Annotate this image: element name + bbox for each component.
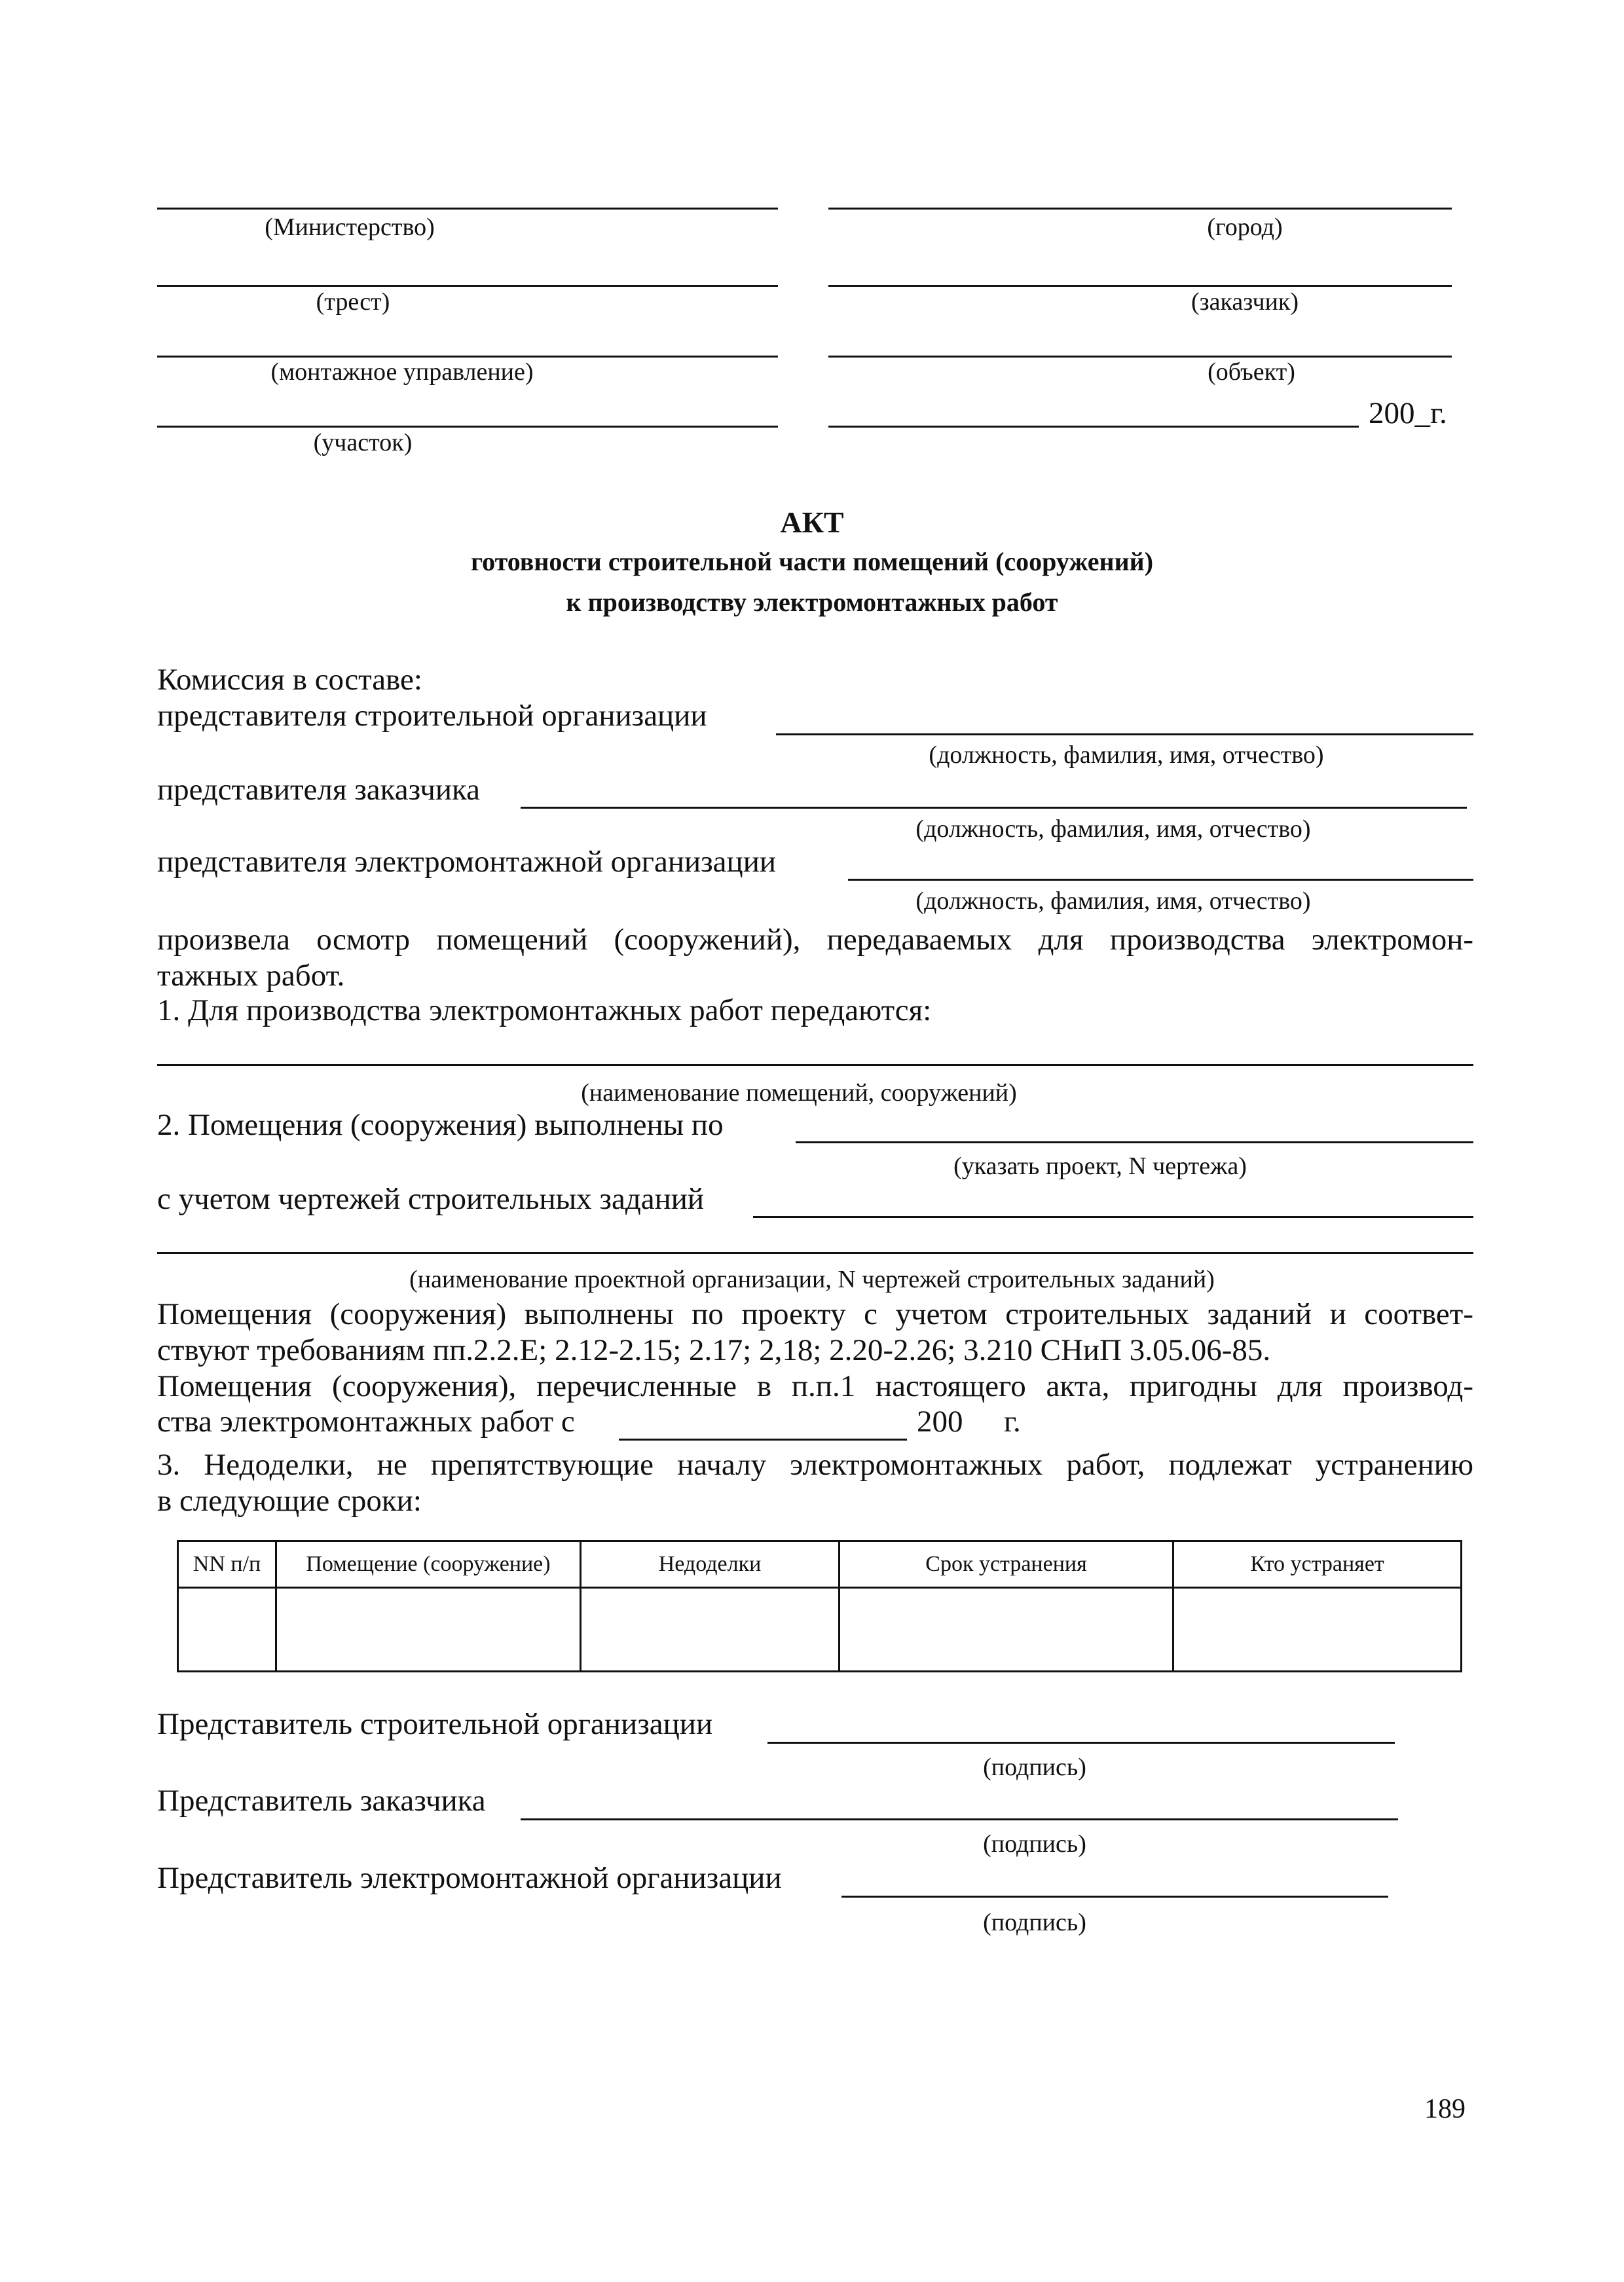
signature-electrical-label: Представитель электромонтажной организации	[157, 1861, 782, 1895]
item2-org-line	[157, 1252, 1473, 1254]
item3-paragraph	[157, 1447, 1473, 1519]
item2-caption: (указать проект, N чертежа)	[953, 1152, 1247, 1180]
object-line	[828, 356, 1452, 358]
date-line	[828, 426, 1359, 428]
site-caption: (участок)	[313, 429, 413, 456]
conformity-date-line	[619, 1439, 907, 1441]
act-subtitle-line1: готовности строительной части помещений (сооружений)	[470, 547, 1154, 576]
signature-electrical-line	[841, 1896, 1388, 1898]
table-cell[interactable]	[1173, 1588, 1462, 1672]
table-row	[178, 1588, 1462, 1672]
rep-builder-label: представителя строительной организации	[157, 699, 707, 733]
item2-text: 2. Помещения (сооружения) выполнены по	[157, 1108, 724, 1142]
act-subtitle-line2: к производству электромонтажных работ	[566, 587, 1058, 617]
rep-customer-label: представителя заказчика	[157, 773, 481, 807]
rep-builder-line	[776, 733, 1473, 735]
conformity-line-3: Помещения (сооружения), перечисленные в п.п.1 настоящего акта, пригодны для производ-	[157, 1369, 1473, 1403]
conformity-year-suffix: г.	[1004, 1405, 1021, 1439]
column-header: NN п/п	[178, 1541, 276, 1588]
conformity-line-4-prefix: ства электромонтажных работ с	[157, 1405, 575, 1439]
assembly-department-caption: (монтажное управление)	[270, 358, 534, 386]
item2-drawings-text: с учетом чертежей строительных заданий	[157, 1182, 705, 1216]
signature-builder-line	[767, 1742, 1395, 1744]
item3-line-2: в следующие сроки:	[157, 1484, 422, 1518]
rep-customer-line	[521, 807, 1467, 809]
inspection-paragraph	[157, 922, 1473, 994]
city-caption: (город)	[1207, 213, 1283, 241]
rep-builder-caption: (должность, фамилия, имя, отчество)	[929, 741, 1324, 769]
inspection-line-1: произвела осмотр помещений (сооружений), передаваемых для производства электромон-	[157, 923, 1473, 957]
item1-line	[157, 1064, 1473, 1066]
customer-caption: (заказчик)	[1190, 288, 1299, 316]
rep-electrical-label: представителя электромонтажной организации	[157, 845, 777, 879]
customer-line	[828, 285, 1452, 287]
conformity-line-1: Помещения (сооружения) выполнены по проекту с учетом строительных заданий и соответ-	[157, 1297, 1473, 1331]
defects-table	[177, 1540, 1462, 1672]
commission-heading: Комиссия в составе:	[157, 663, 422, 697]
table-cell[interactable]	[276, 1588, 581, 1672]
item3-line-1: 3. Недоделки, не препятствующие началу электромонтажных работ, подлежат устранению	[157, 1448, 1473, 1482]
item1-text: 1. Для производства электромонтажных работ передаются:	[157, 993, 932, 1027]
city-line	[828, 208, 1452, 210]
trust-line	[157, 285, 778, 287]
conformity-line-2: ствуют требованиям пп.2.2.Е; 2.12-2.15; 2.17; 2,18; 2.20-2.26; 3.210 СНиП 3.05.06-85.	[157, 1333, 1271, 1367]
object-caption: (объект)	[1208, 358, 1295, 386]
table-cell[interactable]	[581, 1588, 840, 1672]
date-suffix: 200_г.	[1369, 396, 1447, 430]
item2-line	[796, 1141, 1473, 1143]
page-number: 189	[1424, 2094, 1466, 2124]
signature-electrical-caption: (подпись)	[983, 1909, 1086, 1936]
column-header: Помещение (сооружение)	[276, 1541, 581, 1588]
column-header: Кто устраняет	[1173, 1541, 1462, 1588]
rep-electrical-caption: (должность, фамилия, имя, отчество)	[915, 887, 1311, 915]
signature-builder-caption: (подпись)	[983, 1754, 1086, 1781]
column-header: Недоделки	[581, 1541, 840, 1588]
signature-customer-label: Представитель заказчика	[157, 1784, 486, 1818]
trust-caption: (трест)	[316, 288, 390, 316]
table-header-row	[178, 1541, 1462, 1588]
ministry-caption: (Министерство)	[265, 213, 435, 241]
item2-drawings-line	[753, 1216, 1473, 1218]
signature-customer-caption: (подпись)	[983, 1830, 1086, 1858]
column-header: Срок устранения	[840, 1541, 1173, 1588]
rep-customer-caption: (должность, фамилия, имя, отчество)	[915, 815, 1311, 843]
act-title: АКТ	[780, 506, 844, 539]
table-cell[interactable]	[178, 1588, 276, 1672]
rep-electrical-line	[848, 879, 1473, 881]
conformity-year: 200	[917, 1405, 963, 1439]
table-cell[interactable]	[840, 1588, 1173, 1672]
inspection-line-2: тажных работ.	[157, 959, 345, 993]
site-line	[157, 426, 778, 428]
ministry-line	[157, 208, 778, 210]
item2-drawings-caption: (наименование проектной организации, N чертежей строительных заданий)	[409, 1266, 1215, 1293]
assembly-department-line	[157, 356, 778, 358]
signature-builder-label: Представитель строительной организации	[157, 1707, 713, 1741]
item1-caption: (наименование помещений, сооружений)	[581, 1079, 1017, 1107]
signature-customer-line	[521, 1818, 1398, 1820]
conformity-paragraph	[157, 1297, 1473, 1405]
